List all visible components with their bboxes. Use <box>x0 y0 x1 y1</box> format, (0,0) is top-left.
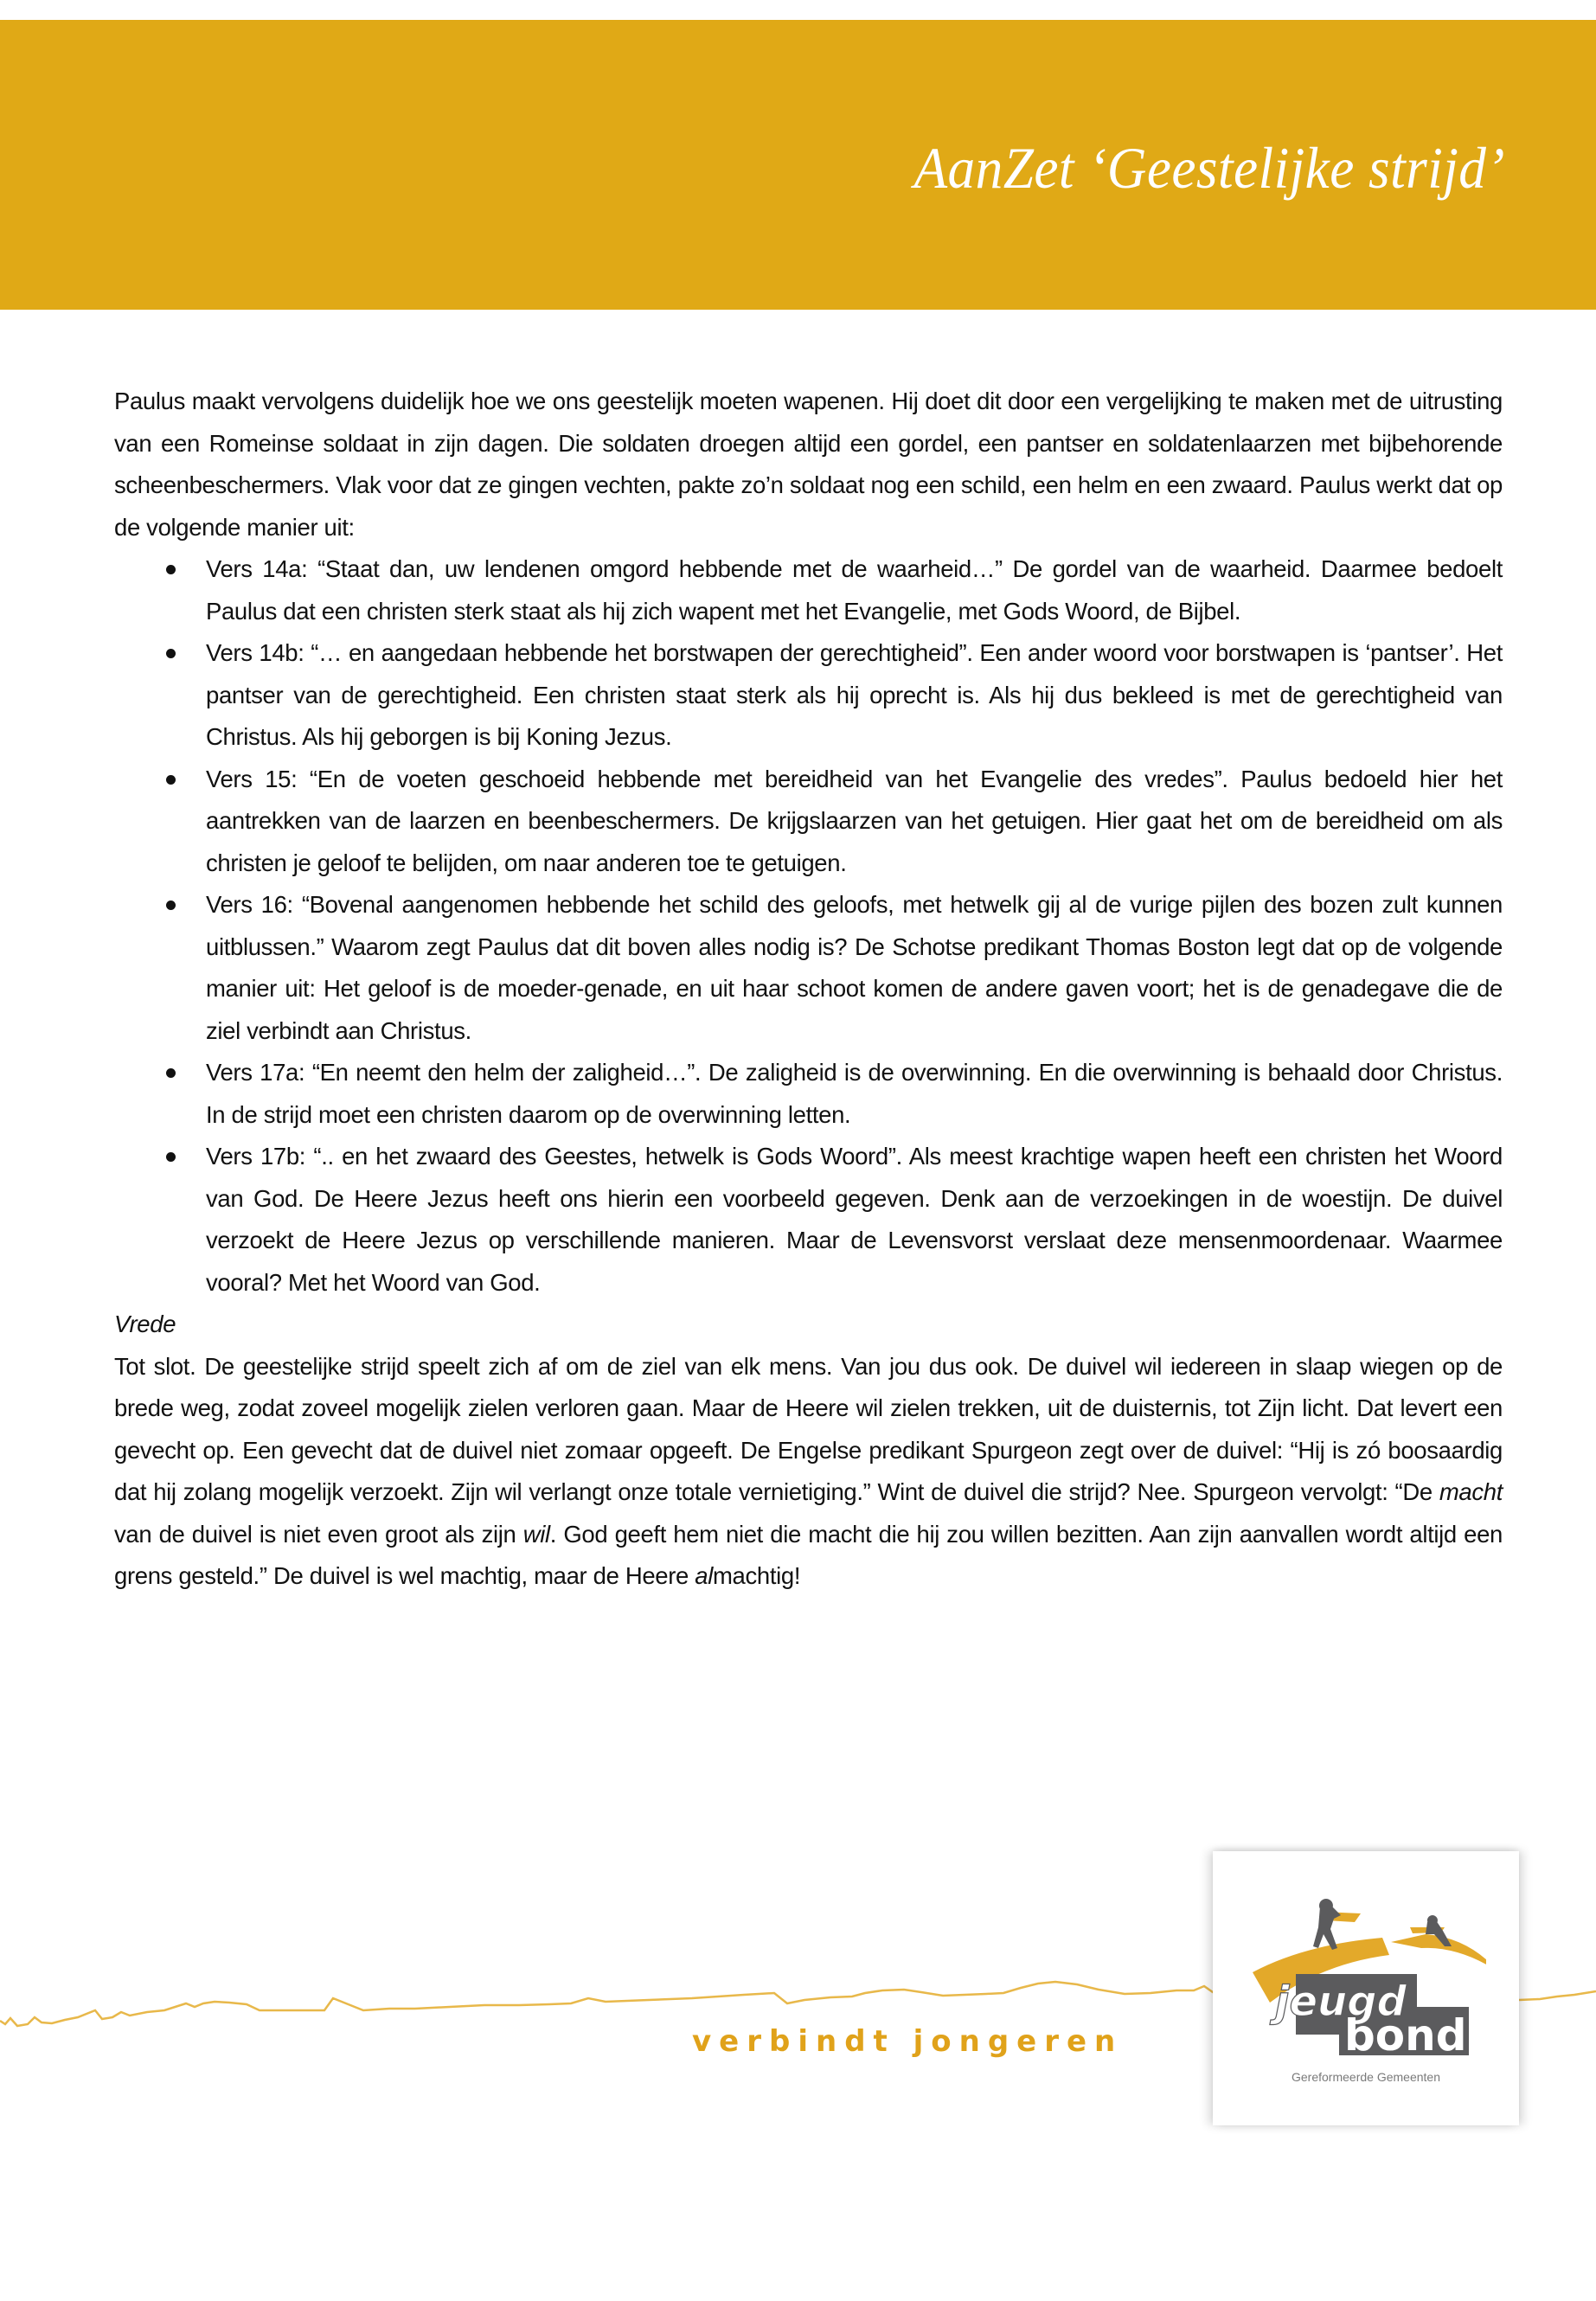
list-item <box>114 884 1503 1052</box>
document-body <box>114 381 1503 1598</box>
emphasis-al: al <box>695 1562 713 1589</box>
intro-paragraph: Paulus maakt vervolgens duidelijk hoe we ons geestelijk moeten wapenen. Hij doet dit door een vergelijking te maken met de uitrusting van een Romeinse soldaat in zijn dagen. Die soldaten droegen altijd een gordel, een pantser en soldatenlaarzen met bijbehorende scheenbeschermers. Vlak voor dat ze gingen vechten, pakte zo’n soldaat nog een schild, een helm en een zwaard. Paulus werkt dat op de volgende manier uit: <box>114 388 1503 541</box>
bullet-icon <box>166 1152 176 1162</box>
closing-text-part: machtig! <box>713 1562 801 1589</box>
armor-verses-list <box>114 548 1503 1304</box>
bullet-icon <box>166 1068 176 1078</box>
section-heading-vrede: Vrede <box>114 1311 176 1337</box>
list-item-text: Vers 15: “En de voeten geschoeid hebbende met bereidheid van het Evangelie des vredes”. Paulus bedoeld hier het aantrekken van de laarzen en beenbeschermers. De krijgslaarzen van het getuigen. Hier gaat het om de bereidheid om als christen je geloof te belijden, om naar anderen toe te getuigen. <box>206 765 1503 876</box>
bullet-icon <box>166 565 176 574</box>
list-item-text: Vers 16: “Bovenal aangenomen hebbende het schild des geloofs, met hetwelk gij al de vurige pijlen des bozen zult kunnen uitblussen.” Waarom zegt Paulus dat dit boven alles nodig is? De Schotse predikant Thomas Boston legt dat op de volgende manier uit: Het geloof is de moeder-genade, en uit haar schoot komen de andere gaven voort; het is de genadegave die de ziel verbindt aan Christus. <box>206 891 1503 1044</box>
emphasis-wil: wil <box>522 1520 550 1548</box>
logo-word-jeugd: jeugd <box>1275 1977 1407 2026</box>
page-title: AanZet ‘Geestelijke strijd’ <box>913 135 1505 201</box>
list-item <box>114 548 1503 632</box>
closing-text-part: van de duivel is niet even groot als zijn <box>114 1520 523 1548</box>
bullet-icon <box>166 901 176 910</box>
list-item-text: Vers 14b: “… en aangedaan hebbende het borstwapen der gerechtigheid”. Een ander woord voor borstwapen is ‘pantser’. Het pantser van de gerechtigheid. Een christen staat sterk als hij oprecht is. Als hij dus bekleed is met de gerechtigheid van Christus. Als hij geborgen is bij Koning Jezus. <box>206 639 1503 750</box>
climbing-figures-logo-icon <box>1244 1877 1486 2059</box>
list-item-text: Vers 14a: “Staat dan, uw lendenen omgord hebbende met de waarheid…” De gordel van de waarheid. Daarmee bedoelt Paulus dat een christen sterk staat als hij zich wapent met het Evangelie, met Gods Woord, de Bijbel. <box>206 555 1503 625</box>
header-banner <box>0 20 1596 310</box>
logo-word-bond: bond <box>1344 2010 1467 2059</box>
list-item <box>114 632 1503 759</box>
list-item <box>114 1052 1503 1136</box>
list-item <box>114 759 1503 885</box>
list-item-text: Vers 17b: “.. en het zwaard des Geestes, hetwelk is Gods Woord”. Als meest krachtige wapen heeft een christen het Woord van God. De Heere Jezus heeft ons hierin een voorbeeld gegeven. Denk aan de verzoekingen in de woestijn. De duivel verzoekt de Heere Jezus op verschillende manieren. Maar de Levensvorst verslaat deze mensenmoordenaar. Waarmee vooral? Met het Woord van God. <box>206 1143 1503 1296</box>
closing-text-part: Tot slot. De geestelijke strijd speelt zich af om de ziel van elk mens. Van jou dus ook. De duivel wil iedereen in slaap wiegen op de brede weg, zodat zoveel mogelijk zielen verloren gaan. Maar de Heere wil zielen trekken, uit de duisternis, tot Zijn licht. Dat levert een gevecht op. Een gevecht dat de duivel niet zomaar opgeeft. De Engelse predikant Spurgeon zegt over de duivel: “Hij is zó boosaardig dat hij zolang mogelijk verzoekt. Zijn wil verlangt onze totale vernietiging.” Wint de duivel die strijd? Nee. Spurgeon vervolgt: “De <box>114 1352 1503 1505</box>
tagline: verbindt jongeren <box>692 2024 1124 2059</box>
bullet-icon <box>166 649 176 658</box>
jeugdbond-logo-card <box>1213 1851 1519 2125</box>
closing-text-part: . God geeft hem niet die macht die hij zou willen bezitten. Aan zijn aanvallen wordt altijd een grens gesteld.” De duivel is wel machtig, maar de Heere <box>114 1520 1503 1589</box>
bullet-icon <box>166 775 176 785</box>
logo-subtitle: Gereformeerde Gemeenten <box>1292 2070 1440 2084</box>
list-item <box>114 1136 1503 1304</box>
emphasis-macht: macht <box>1439 1478 1503 1505</box>
closing-paragraph <box>114 1346 1503 1598</box>
list-item-text: Vers 17a: “En neemt den helm der zaligheid…”. De zaligheid is de overwinning. En die overwinning is behaald door Christus. In de strijd moet een christen daarom op de overwinning letten. <box>206 1059 1503 1128</box>
